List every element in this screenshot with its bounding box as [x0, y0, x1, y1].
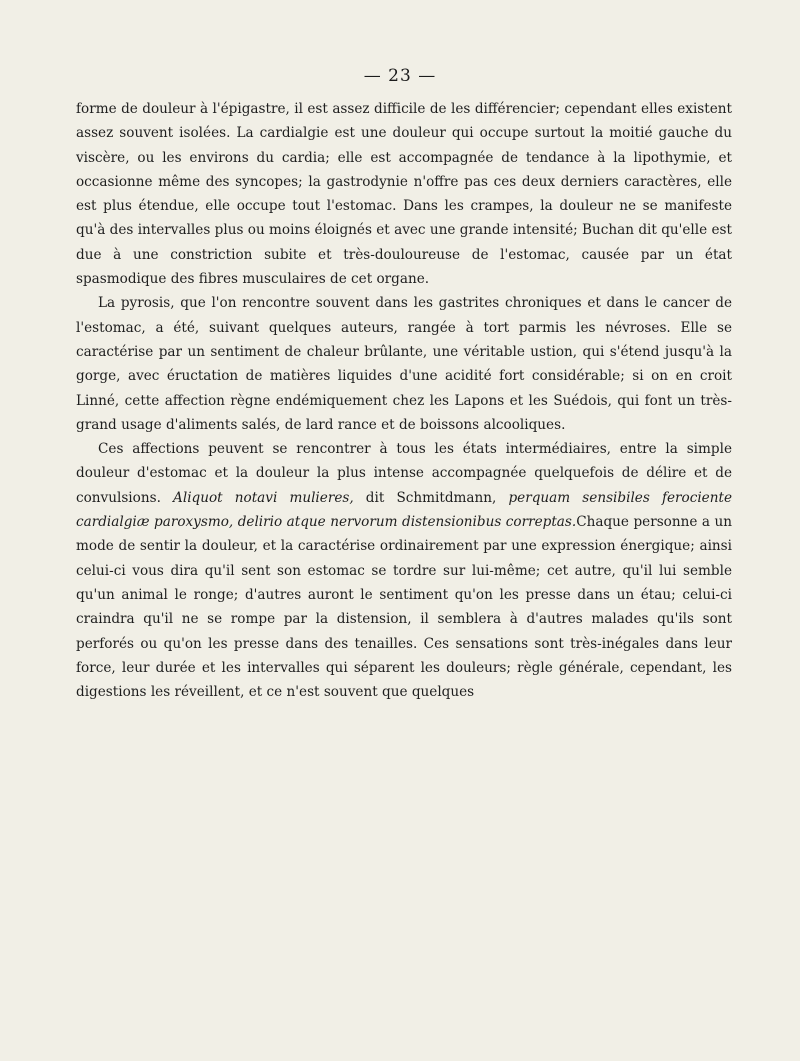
page-number: — 23 — [363, 66, 437, 86]
paragraph-text-segment: dit Schmitdmann, [353, 489, 509, 506]
latin-quotation: Aliquot notavi mulieres, [173, 489, 354, 506]
latin-quotation: perquam sensibiles ferociente cardialgiæ paroxysmo, delirio atque nervorum distensionibus correptas. [76, 489, 732, 531]
paragraph-pyrosis: La pyrosis, que l'on rencontre souvent dans les gastrites chroniques et dans le cancer de l'estomac, a été, suivant quelques auteurs, rangée à tort parmis les névroses. Elle se caractérise par un sentiment de chaleur brûlante, une véritable ustion, qui s'étend jusqu'à la gorge, avec éructation de matières liquides d'une acidité fort considérable; si on en croit Linné, cette affection règne endémiquement chez les Lapons et les Suédois, qui font un très-grand usage d'aliments salés, de lard rance et de boissons alcooliques. [76, 295, 732, 433]
paragraph-text-segment: Chaque personne a un mode de sentir la douleur, et la caractérise ordinairement par une expression énergique; ainsi celui-ci vous dira qu'il sent son estomac se tordre sur lui-même; cet autre, qu'il lui semble qu'un animal le ronge; d'autres auront le sentiment qu'on les presse dans un étau; celui-ci craindra qu'il ne se rompe par la distension, il semblera à d'autres malades qu'ils sont perforés ou qu'on les presse dans des tenailles. Ces sensations sont très-inégales dans leur force, leur durée et les intervalles qui séparent les douleurs; règle générale, cependant, les digestions les réveillent, et ce n'est souvent que quelques [76, 514, 732, 701]
paragraph-affections [76, 437, 732, 704]
paragraph-text-segment: Ces affections peuvent se rencontrer à tous les états intermédiaires, entre la simple douleur d'estomac et la douleur la plus intense accompagnée quelquefois de délire et de convulsions. [76, 441, 732, 506]
body-text [76, 97, 732, 704]
paragraph-cardialgie: forme de douleur à l'épigastre, il est assez difficile de les différencier; cependant elles existent assez souvent isolées. La cardialgie est une douleur qui occupe surtout la moitié gauche du viscère, ou les environs du cardia; elle est accompagnée de tendance à la lipothymie, et occasionne même des syncopes; la gastrodynie n'offre pas ces deux derniers caractères, elle est plus étendue, elle occupe tout l'estomac. Dans les crampes, la douleur ne se manifeste qu'à des intervalles plus ou moins éloignés et avec une grande intensité; Buchan dit qu'elle est due à une constriction subite et très-douloureuse de l'estomac, causée par un état spasmodique des fibres musculaires de cet organe. [76, 101, 732, 288]
